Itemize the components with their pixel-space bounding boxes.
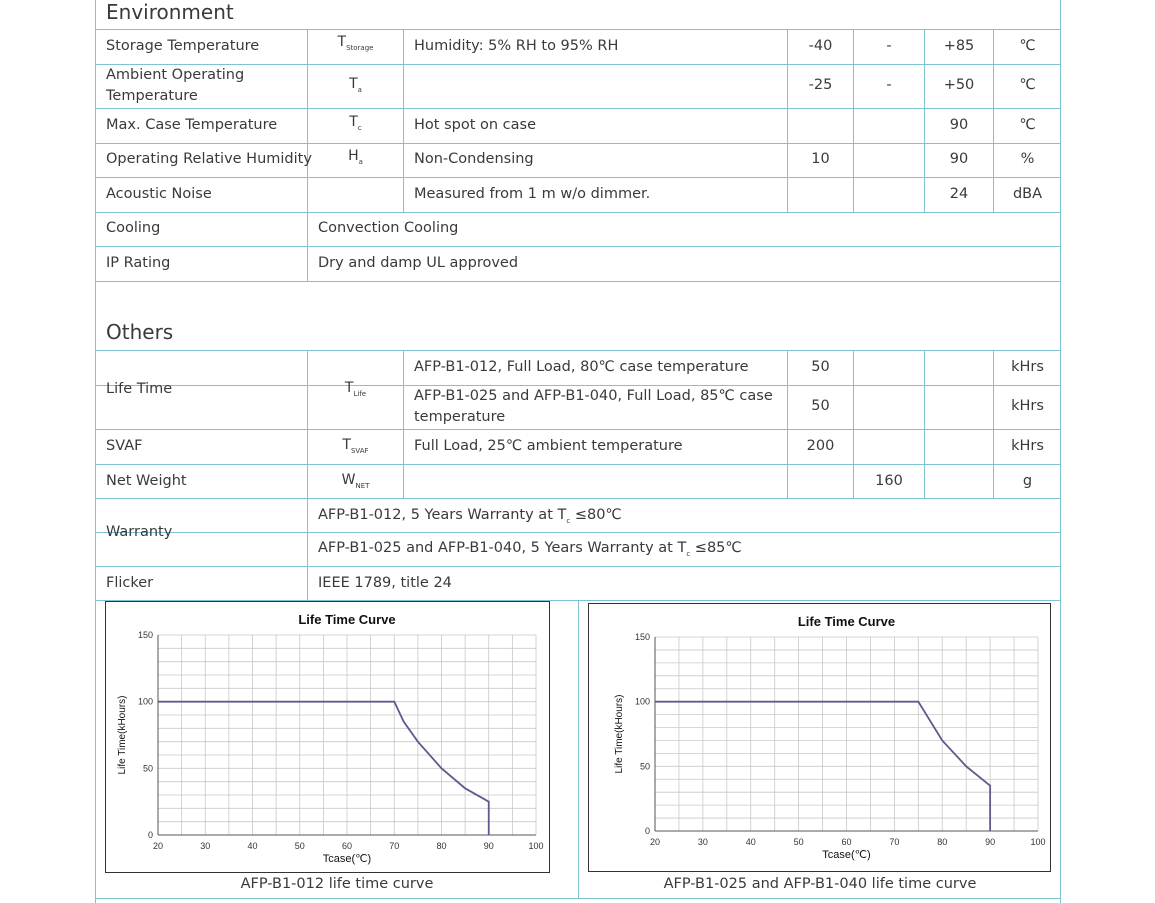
param-condition: Hot spot on case bbox=[414, 117, 536, 133]
param-typ: - bbox=[886, 77, 892, 93]
y-tick-label: 50 bbox=[639, 761, 650, 772]
param-unit: ℃ bbox=[1019, 38, 1036, 54]
y-axis-label: Life Time(kHours) bbox=[614, 694, 625, 774]
divider bbox=[403, 29, 404, 212]
param-name: Acoustic Noise bbox=[106, 186, 212, 202]
param-unit: kHrs bbox=[1011, 438, 1044, 454]
x-tick-label: 50 bbox=[294, 841, 305, 851]
param-max: 24 bbox=[949, 186, 969, 202]
param-name-line2: Temperature bbox=[106, 88, 198, 104]
param-name: Max. Case Temperature bbox=[106, 117, 278, 133]
param-symbol: $T_a$ bbox=[349, 76, 362, 94]
divider bbox=[95, 532, 1061, 533]
param-name: Net Weight bbox=[106, 473, 187, 489]
divider bbox=[95, 29, 1061, 30]
param-condition-line2: temperature bbox=[414, 409, 506, 425]
divider bbox=[403, 350, 404, 498]
y-tick-label: 0 bbox=[644, 826, 650, 836]
x-tick-label: 70 bbox=[889, 837, 900, 847]
param-value: IEEE 1789, title 24 bbox=[318, 575, 452, 591]
param-name: Storage Temperature bbox=[106, 38, 260, 54]
divider bbox=[95, 212, 1061, 213]
param-name: Warranty bbox=[106, 524, 173, 540]
param-symbol: $T_c$ bbox=[349, 114, 362, 132]
x-tick-label: 20 bbox=[649, 837, 661, 847]
chart-title: Life Time Curve bbox=[797, 614, 896, 629]
param-typ: 160 bbox=[875, 473, 903, 489]
chart-caption-1: AFP-B1-012 life time curve bbox=[240, 876, 434, 892]
param-max: +85 bbox=[943, 38, 975, 54]
divider bbox=[95, 246, 1061, 247]
param-symbol: $T_{Life}$ bbox=[344, 380, 367, 398]
param-name: IP Rating bbox=[106, 255, 171, 271]
param-min: 50 bbox=[811, 398, 830, 414]
param-min: -25 bbox=[808, 77, 833, 93]
param-unit: dBA bbox=[1012, 186, 1043, 202]
param-condition: Measured from 1 m w/o dimmer. bbox=[414, 186, 651, 202]
divider bbox=[95, 281, 1061, 282]
x-axis-label: Tcase(℃) bbox=[322, 853, 372, 865]
param-unit: ℃ bbox=[1019, 77, 1036, 93]
x-tick-label: 100 bbox=[1030, 837, 1046, 847]
param-unit: kHrs bbox=[1011, 398, 1044, 414]
divider bbox=[95, 498, 1061, 499]
x-tick-label: 90 bbox=[483, 841, 494, 851]
param-name: Operating Relative Humidity bbox=[106, 151, 312, 167]
divider bbox=[95, 177, 1061, 178]
param-symbol: $W_{NET}$ bbox=[341, 472, 370, 490]
y-axis-label: Life Time(kHours) bbox=[117, 695, 128, 775]
param-condition: Humidity: 5% RH to 95% RH bbox=[414, 38, 619, 54]
x-tick-label: 60 bbox=[841, 837, 852, 847]
x-tick-label: 80 bbox=[937, 837, 948, 847]
x-tick-label: 40 bbox=[247, 841, 258, 851]
x-tick-label: 30 bbox=[200, 841, 211, 851]
param-unit: kHrs bbox=[1011, 359, 1044, 375]
x-tick-label: 50 bbox=[793, 837, 804, 847]
divider bbox=[95, 429, 1061, 430]
section-title-others: Others bbox=[106, 320, 174, 344]
param-max: 90 bbox=[949, 117, 969, 133]
chart-svg bbox=[589, 604, 1050, 871]
divider bbox=[95, 898, 1061, 899]
param-name: Cooling bbox=[106, 220, 161, 236]
warranty-line-2: AFP-B1-025 and AFP-B1-040, 5 Years Warranty at $T_c$ ≤85℃ bbox=[318, 540, 742, 558]
param-min: -40 bbox=[808, 38, 833, 54]
y-tick-label: 100 bbox=[634, 696, 650, 707]
x-tick-label: 100 bbox=[528, 841, 544, 851]
y-tick-label: 0 bbox=[147, 830, 153, 840]
x-tick-label: 80 bbox=[436, 841, 447, 851]
y-tick-label: 50 bbox=[142, 763, 153, 774]
param-symbol: $T_{SVAF}$ bbox=[342, 437, 369, 455]
x-tick-label: 90 bbox=[985, 837, 996, 847]
x-tick-label: 60 bbox=[341, 841, 353, 851]
divider bbox=[95, 143, 1061, 144]
param-condition: Full Load, 25℃ ambient temperature bbox=[414, 438, 683, 454]
param-max: 90 bbox=[949, 151, 969, 167]
life-time-chart-2 bbox=[588, 603, 1051, 872]
x-axis-label: Tcase(℃) bbox=[822, 849, 871, 861]
param-condition: Non-Condensing bbox=[414, 151, 534, 167]
param-unit: g bbox=[1022, 473, 1033, 489]
warranty-line-1: AFP-B1-012, 5 Years Warranty at $T_c$ ≤80℃ bbox=[318, 507, 622, 525]
param-unit: ℃ bbox=[1019, 117, 1036, 133]
x-tick-label: 30 bbox=[697, 837, 708, 847]
x-tick-label: 70 bbox=[389, 841, 400, 851]
life-time-chart-1 bbox=[105, 601, 550, 873]
param-condition-line1: AFP-B1-025 and AFP-B1-040, Full Load, 85℃ case bbox=[414, 388, 773, 404]
y-tick-label: 100 bbox=[137, 696, 153, 707]
divider bbox=[924, 350, 925, 498]
chart-svg bbox=[106, 602, 549, 872]
y-tick-label: 150 bbox=[137, 630, 153, 640]
param-typ: - bbox=[886, 38, 892, 54]
param-min: 50 bbox=[811, 359, 830, 375]
divider bbox=[95, 566, 1061, 567]
chart-caption-2: AFP-B1-025 and AFP-B1-040 life time curve bbox=[663, 876, 977, 892]
chart-title: Life Time Curve bbox=[298, 612, 396, 627]
param-min: 10 bbox=[811, 151, 830, 167]
param-max: +50 bbox=[943, 77, 975, 93]
param-name-line1: Ambient Operating bbox=[106, 67, 245, 83]
param-unit: % bbox=[1020, 151, 1035, 167]
x-tick-label: 40 bbox=[745, 837, 756, 847]
divider bbox=[95, 108, 1061, 109]
x-tick-label: 20 bbox=[152, 841, 164, 851]
param-name: SVAF bbox=[106, 438, 143, 454]
param-name: Flicker bbox=[106, 575, 154, 591]
divider bbox=[578, 600, 579, 898]
param-value: Convection Cooling bbox=[318, 220, 459, 236]
section-title-environment: Environment bbox=[106, 0, 234, 24]
param-min: 200 bbox=[806, 438, 835, 454]
param-symbol: $H_a$ bbox=[348, 148, 363, 166]
divider bbox=[95, 350, 1061, 351]
param-name: Life Time bbox=[106, 381, 173, 397]
param-condition: AFP-B1-012, Full Load, 80℃ case temperature bbox=[414, 359, 749, 375]
param-value: Dry and damp UL approved bbox=[318, 255, 519, 271]
y-tick-label: 150 bbox=[634, 632, 650, 642]
param-symbol: $T_{Storage}$ bbox=[337, 34, 374, 52]
divider bbox=[95, 464, 1061, 465]
